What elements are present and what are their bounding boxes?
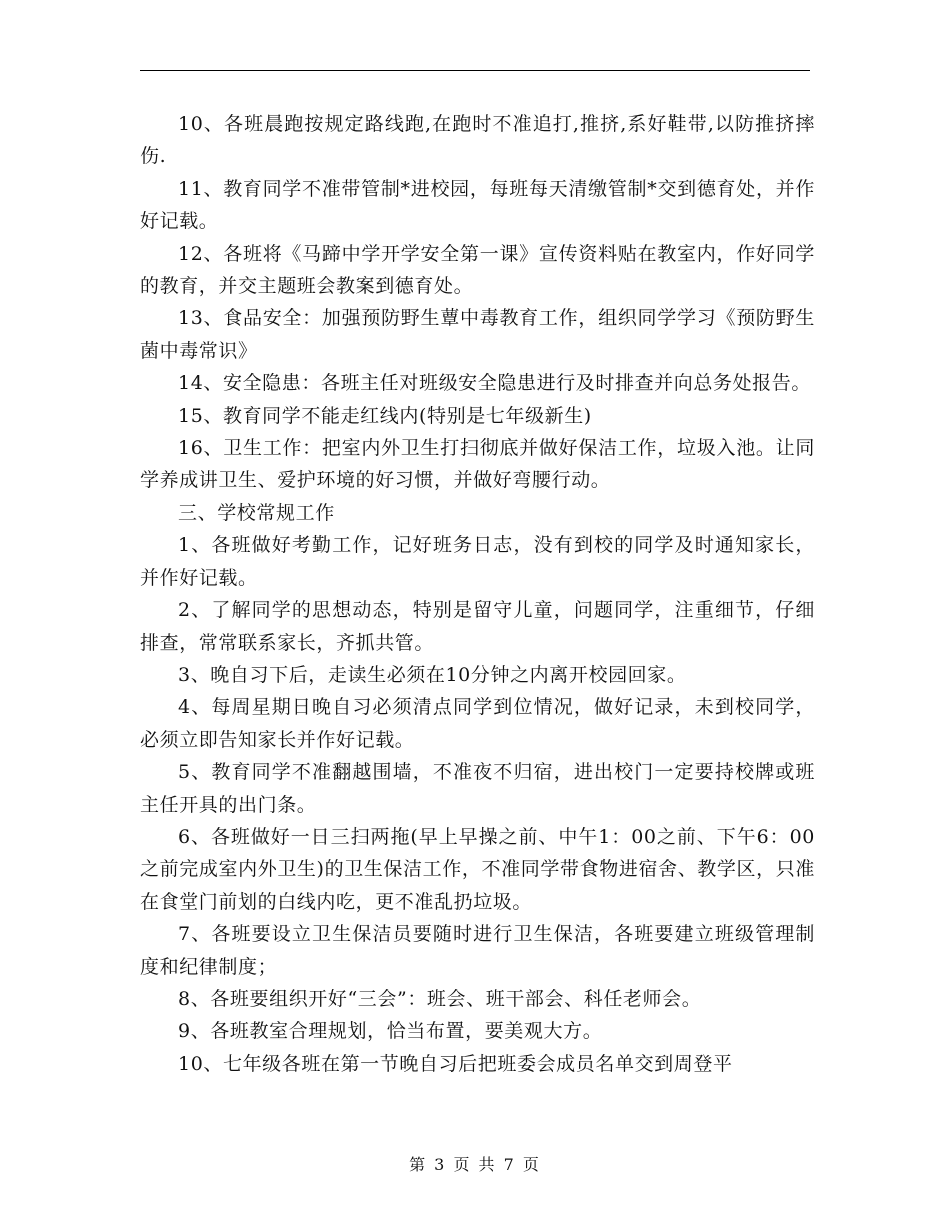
paragraph-routine-5: 5、教育同学不准翻越围墙，不准夜不归宿，进出校门一定要持校牌或班主任开具的出门条。 bbox=[140, 761, 815, 816]
section-heading-routine-work: 三、学校常规工作 bbox=[178, 501, 335, 524]
paragraph-safety-14: 14、安全隐患：各班主任对班级安全隐患进行及时排查并向总务处报告。 bbox=[178, 372, 811, 395]
paragraph-safety-16: 16、卫生工作：把室内外卫生打扫彻底并做好保洁工作，垃圾入池。让同学养成讲卫生、爱护环境的好习惯，并做好弯腰行动。 bbox=[140, 437, 815, 492]
header-rule bbox=[140, 70, 810, 71]
paragraph-safety-15: 15、教育同学不能走红线内(特别是七年级新生) bbox=[178, 404, 592, 427]
paragraph-routine-9: 9、各班教室合理规划，恰当布置，要美观大方。 bbox=[178, 1020, 603, 1043]
page-number-footer: 第 3 页 共 7 页 bbox=[409, 1155, 541, 1174]
paragraph-routine-6: 6、各班做好一日三扫两拖(早上早操之前、中午1：00之前、下午6：00之前完成室内外卫生)的卫生保洁工作，不准同学带食物进宿舍、教学区，只准在食堂门前划的白线内吃，更不准乱扔垃圾。 bbox=[140, 825, 815, 913]
paragraph-routine-2: 2、了解同学的思想动态，特别是留守儿童，问题同学，注重细节，仔细排查，常常联系家长，齐抓共管。 bbox=[140, 599, 815, 654]
paragraph-routine-3: 3、晚自习下后，走读生必须在10分钟之内离开校园回家。 bbox=[178, 663, 687, 686]
paragraph-routine-1: 1、各班做好考勤工作，记好班务日志，没有到校的同学及时通知家长，并作好记载。 bbox=[140, 534, 815, 589]
paragraph-routine-4: 4、每周星期日晚自习必须清点同学到位情况，做好记录，未到校同学，必须立即告知家长并作好记载。 bbox=[140, 696, 815, 751]
paragraph-routine-7: 7、各班要设立卫生保洁员要随时进行卫生保洁，各班要建立班级管理制度和纪律制度； bbox=[140, 923, 815, 978]
paragraph-routine-8: 8、各班要组织开好“三会”：班会、班干部会、科任老师会。 bbox=[178, 987, 702, 1010]
document-body bbox=[140, 108, 815, 1080]
paragraph-safety-13: 13、食品安全：加强预防野生蕈中毒教育工作，组织同学学习《预防野生菌中毒常识》 bbox=[140, 307, 815, 362]
paragraph-safety-12: 12、各班将《马蹄中学开学安全第一课》宣传资料贴在教室内，作好同学的教育，并交主题班会教案到德育处。 bbox=[140, 242, 815, 298]
paragraph-safety-11: 11、教育同学不准带管制*进校园，每班每天清缴管制*交到德育处，并作好记载。 bbox=[140, 177, 815, 233]
paragraph-safety-10: 10、各班晨跑按规定路线跑,在跑时不准追打,推挤,系好鞋带,以防推挤摔伤. bbox=[140, 113, 815, 168]
paragraph-routine-10: 10、七年级各班在第一节晚自习后把班委会成员名单交到周登平 bbox=[178, 1052, 733, 1075]
